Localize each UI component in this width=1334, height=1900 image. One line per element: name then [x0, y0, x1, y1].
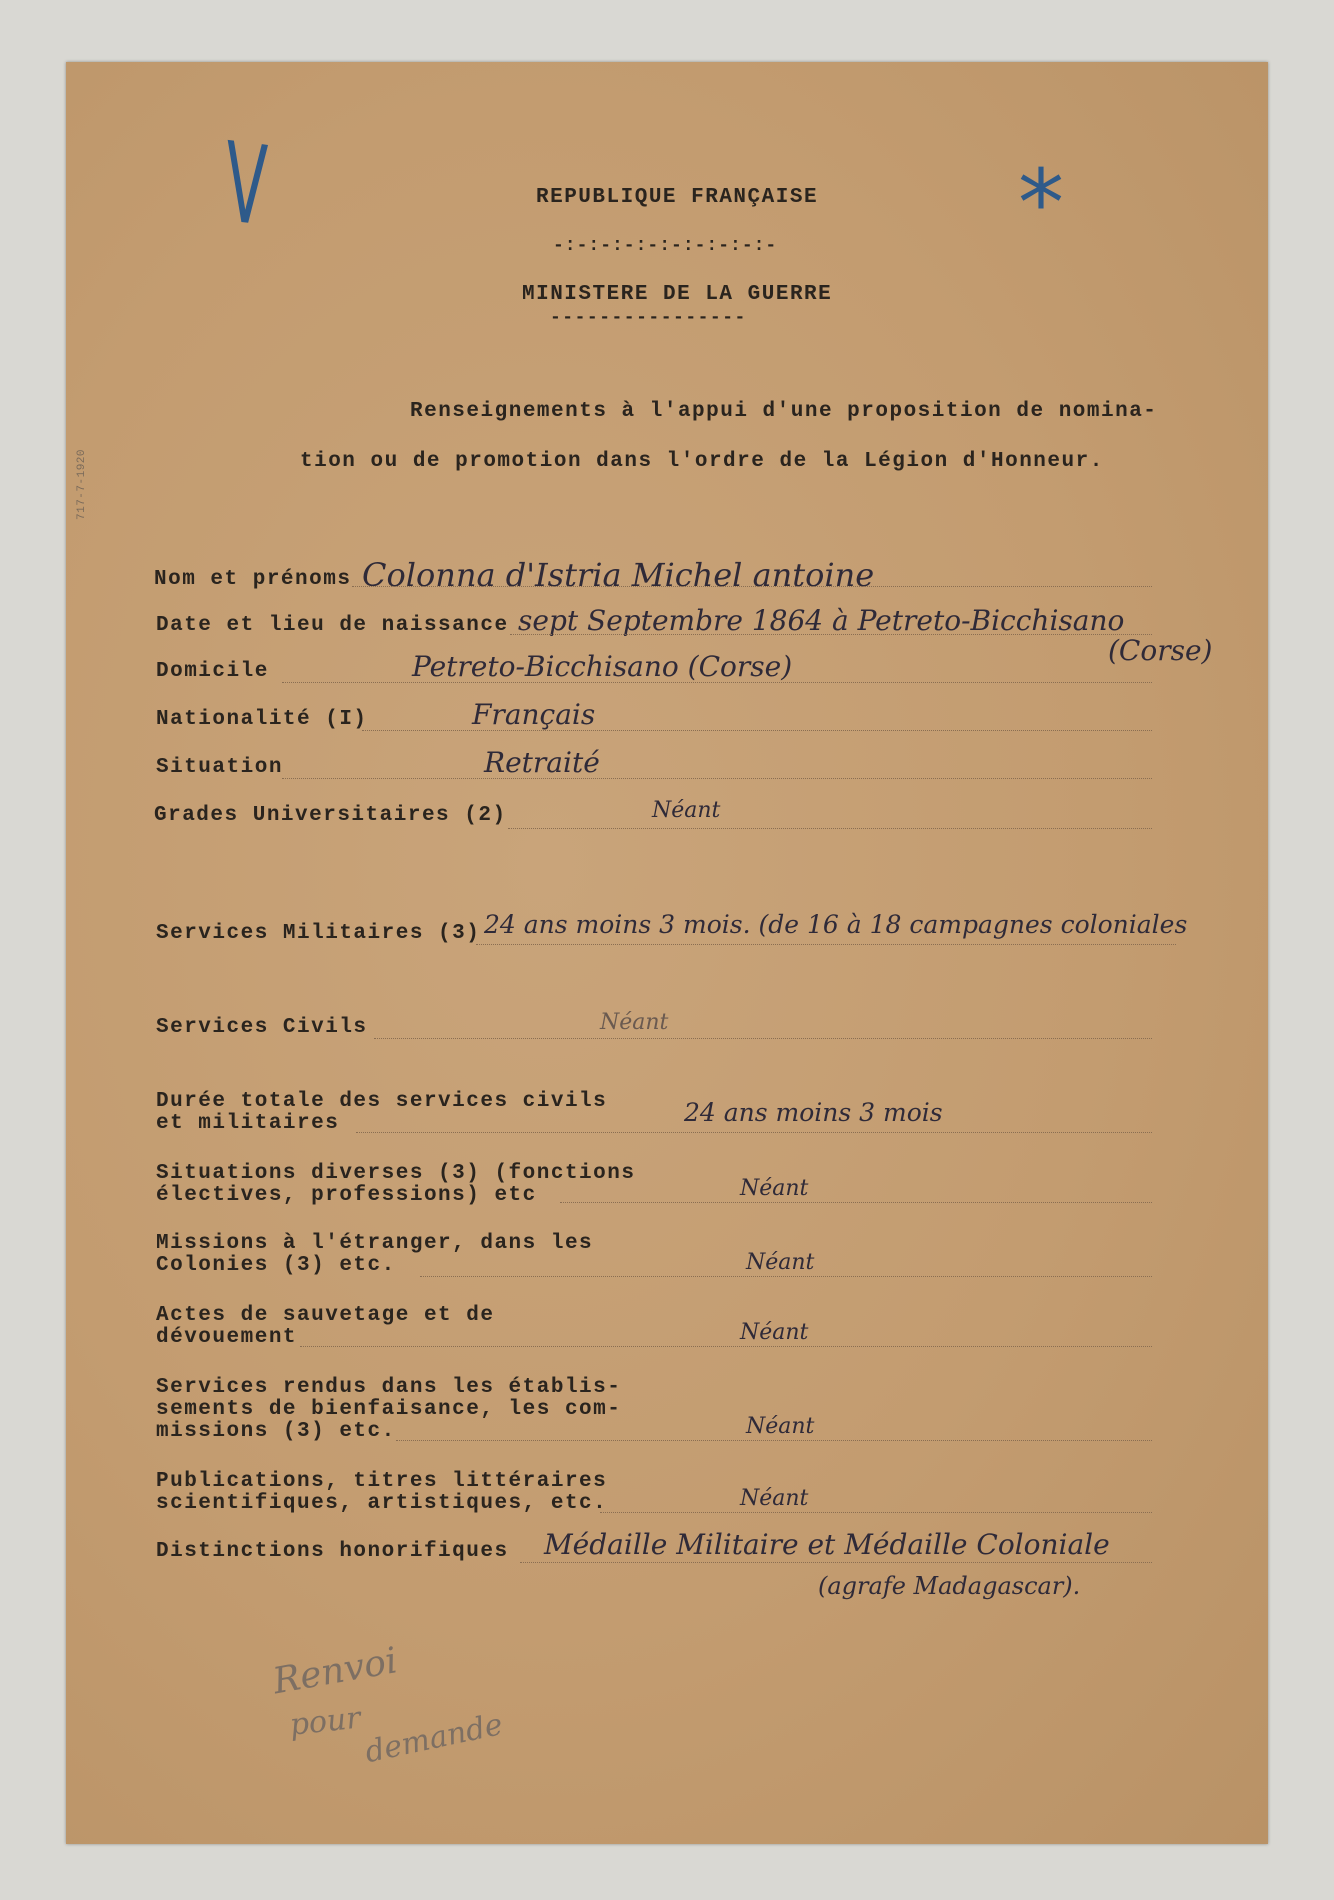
- field-line: [508, 828, 1152, 829]
- field-label-civils: Services Civils: [156, 1016, 368, 1039]
- field-label-domicile: Domicile: [156, 660, 269, 683]
- field-label-missions-1: Missions à l'étranger, dans les: [156, 1232, 594, 1255]
- check-mark: V: [223, 118, 270, 251]
- field-value-nationalite: Français: [472, 698, 596, 731]
- field-label-nationalite: Nationalité (I): [156, 708, 368, 731]
- field-value-militaires: 24 ans moins 3 mois. (de 16 à 18 campagnes coloniales: [484, 910, 1188, 939]
- field-label-grades: Grades Universitaires (2): [154, 804, 507, 827]
- field-line: [600, 1512, 1152, 1513]
- field-label-publications-1: Publications, titres littéraires: [156, 1470, 608, 1493]
- field-label-situation: Situation: [156, 756, 283, 779]
- field-line: [352, 586, 1152, 587]
- pencil-note-line-1: Renvoi: [270, 1640, 401, 1703]
- heading-ornament: -:-:-:-:-:-:-:-:-:-: [553, 236, 778, 256]
- field-value-duree: 24 ans moins 3 mois: [684, 1098, 943, 1127]
- field-label-naissance: Date et lieu de naissance: [156, 614, 509, 637]
- field-label-missions-2: Colonies (3) etc.: [156, 1254, 396, 1277]
- field-line: [396, 1440, 1152, 1441]
- ministry-rule: ----------------: [550, 308, 747, 328]
- field-value-missions: Néant: [746, 1250, 815, 1275]
- field-label-bienfaisance-2: sements de bienfaisance, les com-: [156, 1398, 622, 1421]
- field-label-bienfaisance-1: Services rendus dans les établis-: [156, 1376, 622, 1399]
- field-value-distinctions: Médaille Militaire et Médaille Coloniale: [544, 1528, 1110, 1561]
- field-label-sauvetage-1: Actes de sauvetage et de: [156, 1304, 495, 1327]
- field-line: [362, 730, 1152, 731]
- republic-heading: REPUBLIQUE FRANÇAISE: [536, 186, 819, 209]
- pencil-note-line-3: demande: [362, 1706, 506, 1771]
- field-value-publications: Néant: [740, 1486, 809, 1511]
- field-label-militaires: Services Militaires (3): [156, 922, 481, 945]
- field-value-situation: Retraité: [484, 746, 600, 779]
- asterisk-mark: *: [1018, 150, 1064, 257]
- field-label-sauvetage-2: dévouement: [156, 1326, 298, 1349]
- field-line: [520, 1562, 1152, 1563]
- field-line: [356, 1132, 1152, 1133]
- field-line: [420, 1276, 1152, 1277]
- field-value-naissance: sept Septembre 1864 à Petreto-Bicchisano: [518, 604, 1125, 637]
- document-page: [66, 62, 1268, 1844]
- field-label-duree-2: et militaires: [156, 1112, 340, 1135]
- field-value-distinctions-2: (agrafe Madagascar).: [818, 1572, 1081, 1600]
- field-value-bienfaisance: Néant: [746, 1414, 815, 1439]
- field-label-duree-1: Durée totale des services civils: [156, 1090, 608, 1113]
- field-line: [510, 634, 1152, 635]
- field-line: [374, 1038, 1152, 1039]
- margin-stamp: 717-7-1920: [76, 448, 88, 520]
- field-line: [300, 1346, 1152, 1347]
- field-line: [282, 682, 1152, 683]
- field-label-distinctions: Distinctions honorifiques: [156, 1540, 509, 1563]
- field-value-nom: Colonna d'Istria Michel antoine: [362, 556, 875, 594]
- field-line: [560, 1202, 1152, 1203]
- field-label-publications-2: scientifiques, artistiques, etc.: [156, 1492, 608, 1515]
- field-value-domicile: Petreto-Bicchisano (Corse): [412, 650, 793, 683]
- field-value-grades: Néant: [652, 798, 721, 823]
- field-label-diverses-2: électives, professions) etc: [156, 1184, 537, 1207]
- field-line: [476, 944, 1176, 945]
- field-value-naissance-2: (Corse): [1108, 634, 1213, 667]
- intro-line-2: tion ou de promotion dans l'ordre de la Légion d'Honneur.: [300, 450, 1104, 473]
- field-label-bienfaisance-3: missions (3) etc.: [156, 1420, 396, 1443]
- ministry-heading: MINISTERE DE LA GUERRE: [522, 283, 833, 306]
- field-value-sauvetage: Néant: [740, 1320, 809, 1345]
- intro-line-1: Renseignements à l'appui d'une proposition de nomina-: [410, 400, 1158, 423]
- pencil-note-line-2: pour: [288, 1700, 363, 1743]
- field-line: [282, 778, 1152, 779]
- field-label-nom: Nom et prénoms: [154, 568, 352, 591]
- field-label-diverses-1: Situations diverses (3) (fonctions: [156, 1162, 636, 1185]
- field-value-diverses: Néant: [740, 1176, 809, 1201]
- field-value-civils: Néant: [600, 1010, 669, 1035]
